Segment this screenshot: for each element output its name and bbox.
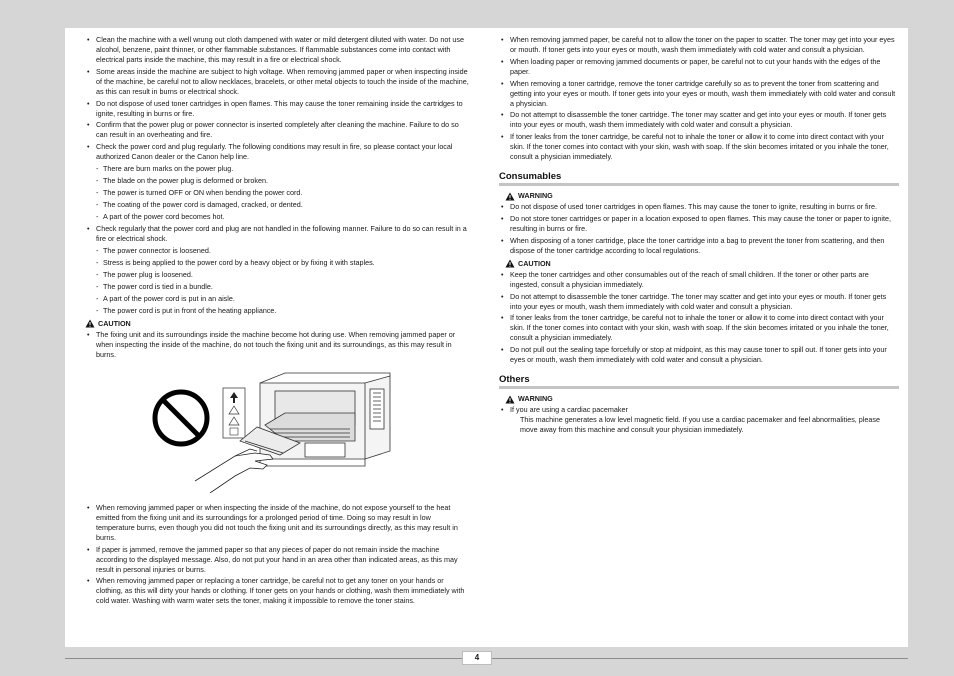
section-title-consumables: Consumables xyxy=(499,171,899,186)
dash-item: - The power connector is loosened. xyxy=(85,246,471,256)
caution-label: CAUTION xyxy=(518,258,551,268)
bullet-item: • If toner leaks from the toner cartridge, be careful not to inhale the toner or allow it to come into direct contact with your skin. If the toner comes into contact with your skin, wash with soap. If the skin becomes irritated or you inhale the toner, consult a physician immediately. xyxy=(499,132,899,162)
manual-page xyxy=(65,28,908,647)
pacemaker-text: This machine generates a low level magnetic field. If you use a cardiac pacemaker and feel abnormalities, please move away from this machine and consult your physician immediately. xyxy=(520,415,880,435)
dash-item: - A part of the power cord is put in an aisle. xyxy=(85,294,471,304)
caution-heading xyxy=(85,319,471,329)
bullet-item: • Do not pull out the sealing tape forcefully or stop at midpoint, as this may cause toner to spill out. If toner gets into your eyes or mouth, wash them immediately with cold water and consult a physician. xyxy=(499,345,899,365)
caution-heading xyxy=(499,259,899,269)
hand-illustration xyxy=(195,449,273,493)
dash-item: - The blade on the power plug is deformed or broken. xyxy=(85,176,471,186)
bullet-item: • When removing a toner cartridge, remove the toner cartridge carefully so as to prevent the toner from scattering and getting into your eyes or mouth. If toner gets into your eyes or mouth, wash them immediately with cold water and consult a physician. xyxy=(499,79,899,109)
warning-triangle-icon xyxy=(85,319,95,328)
page-number: 4 xyxy=(462,651,492,665)
warning-triangle-icon xyxy=(505,192,515,201)
dash-item: - The power cord is tied in a bundle. xyxy=(85,282,471,292)
footer-rule xyxy=(492,658,908,659)
dash-item: - The power plug is loosened. xyxy=(85,270,471,280)
bullet-item: • Do not dispose of used toner cartridges in open flames. This may cause the toner remaining inside the cartridges to ignite, resulting in burns or fire. xyxy=(85,99,471,119)
bullet-item: • When removing jammed paper or replacing a toner cartridge, be careful not to get any toner on your hands or clothing, as this will dirty your hands or clothing. If toner gets on your hands or clothing, wash them immediately with cold water. Washing with warm water sets the toner, making it impossible to remove the toner stains. xyxy=(85,576,471,606)
caution-label-panel xyxy=(223,388,245,438)
warning-heading xyxy=(499,191,899,201)
bullet-item: • Check the power cord and plug regularly. The following conditions may result in fire, so please contact your local authorized Canon dealer or the Canon help line. xyxy=(85,142,471,162)
bullet-item: • When loading paper or removing jammed documents or paper, be careful not to cut your hands with the edges of the paper. xyxy=(499,57,899,77)
bullet-item: • When removing jammed paper or when inspecting the inside of the machine, do not expose yourself to the heat emitted from the fixing unit and its surroundings for a prolonged period of time. Doing so may result in low temperature burns, even though you did not touch the fixing unit and its surroundings directly, as this may result in burns. xyxy=(85,503,471,543)
prohibition-icon xyxy=(155,392,207,444)
bullet-item: • Do not store toner cartridges or paper in a location exposed to open flames. This may cause the toner or paper to ignite, resulting in burns or fire. xyxy=(499,214,899,234)
fixing-unit-illustration xyxy=(85,371,471,493)
left-column xyxy=(85,35,471,608)
bullet-item: • If you are using a cardiac pacemaker xyxy=(499,405,899,415)
bullet-item: • When disposing of a toner cartridge, place the toner cartridge into a bag to prevent the toner from scattering, and then dispose of the toner cartridge according to local regulations. xyxy=(499,236,899,256)
bullet-item: • The fixing unit and its surroundings inside the machine become hot during use. When removing jammed paper or when inspecting the inside of the machine, do not touch the fixing unit and its surroundings, as this may result in burns. xyxy=(85,330,471,360)
warning-triangle-icon xyxy=(505,259,515,268)
warning-label: WARNING xyxy=(518,394,553,404)
dash-item: - The power cord is put in front of the heating appliance. xyxy=(85,306,471,316)
footer-rule xyxy=(65,658,462,659)
bullet-item: • Confirm that the power plug or power connector is inserted completely after cleaning the machine. Failure to do so can result in an overheating and fire. xyxy=(85,120,471,140)
dash-item: - The coating of the power cord is damaged, cracked, or dented. xyxy=(85,200,471,210)
bullet-item: • If toner leaks from the toner cartridge, be careful not to inhale the toner or allow it to come into direct contact with your skin. If the toner comes into contact with your skin, wash with soap. If the skin becomes irritated or you inhale the toner, consult a physician immediately. xyxy=(499,313,899,343)
warning-heading xyxy=(499,394,899,404)
bullet-item: • Do not attempt to disassemble the toner cartridge. The toner may scatter and get into your eyes or mouth. If toner gets into your eyes or mouth, wash them immediately with cold water and consult a physician. xyxy=(499,110,899,130)
dash-item: - Stress is being applied to the power cord by a heavy object or by fixing it with staples. xyxy=(85,258,471,268)
warning-triangle-icon xyxy=(505,395,515,404)
dash-item: - A part of the power cord becomes hot. xyxy=(85,212,471,222)
bullet-item: • When removing jammed paper, be careful not to allow the toner on the paper to scatter. The toner may get into your eyes or mouth. If toner gets into your eyes or mouth, wash them immediately with cold water and consult a physician. xyxy=(499,35,899,55)
warning-label: WARNING xyxy=(518,191,553,201)
printer-illustration xyxy=(85,371,471,493)
bullet-item: • Do not attempt to disassemble the toner cartridge. The toner may scatter and get into your eyes or mouth. If toner gets into your eyes or mouth, wash them immediately with cold water and consult a physician. xyxy=(499,292,899,312)
bullet-item: • If paper is jammed, remove the jammed paper so that any pieces of paper do not remain inside the machine according to the displayed message. Also, do not put your hand in an area other than indicated areas, as this may result in personal injuries or burns. xyxy=(85,545,471,575)
section-title-others: Others xyxy=(499,374,899,389)
bullet-item: • Some areas inside the machine are subject to high voltage. When removing jammed paper or when inspecting inside of the machine, be careful not to allow necklaces, bracelets, or other metal objects to touch the inside of the machine, as this can result in burns or electrical shock. xyxy=(85,67,471,97)
right-column xyxy=(499,35,899,435)
bullet-item: • Keep the toner cartridges and other consumables out of the reach of small children. If the toner or other parts are ingested, consult a physician immediately. xyxy=(499,270,899,290)
dash-item: - There are burn marks on the power plug. xyxy=(85,164,471,174)
bullet-item: • Clean the machine with a well wrung out cloth dampened with water or mild detergent diluted with water. Do not use alcohol, benzene, paint thinner, or other flammable substances. If flammable substances come into contact with electrical parts inside the machine, this may result in a fire or electrical shock. xyxy=(85,35,471,65)
caution-label: CAUTION xyxy=(98,318,131,328)
bullet-item: • Check regularly that the power cord and plug are not handled in the following manner. Failure to do so can result in a fire or electrical shock. xyxy=(85,224,471,244)
dash-item: - The power is turned OFF or ON when bending the power cord. xyxy=(85,188,471,198)
bullet-item: • Do not dispose of used toner cartridges in open flames. This may cause the toner to ignite, resulting in burns or fire. xyxy=(499,202,899,212)
